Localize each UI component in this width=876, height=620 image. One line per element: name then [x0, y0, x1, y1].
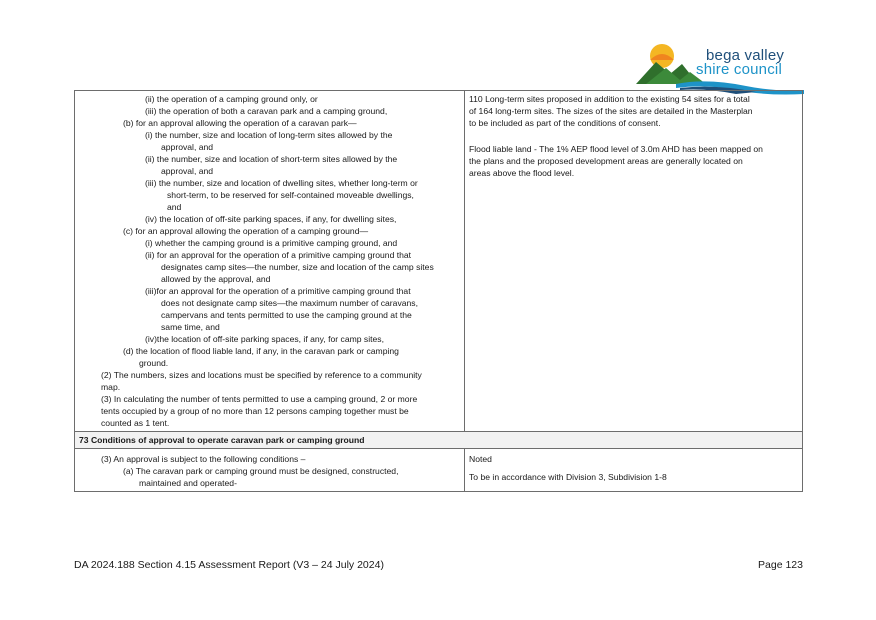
clause-line: approval, and	[161, 142, 214, 152]
clause-line: ground.	[139, 358, 169, 368]
clause-line: does not designate camp sites—the maximum number of caravans,	[161, 298, 418, 308]
clause-line: (3) In calculating the number of tents permitted to use a camping ground, 2 or more	[101, 394, 418, 404]
assessment-table	[74, 90, 803, 492]
clause-line: tents occupied by a group of no more than 12 persons camping together must be	[101, 406, 409, 416]
clause-line: designates camp sites—the number, size and location of the camp sites	[161, 262, 434, 272]
clause-line: approval, and	[161, 166, 214, 176]
clause-line: (ii) the operation of a camping ground only, or	[145, 94, 318, 104]
clause-cell	[75, 91, 465, 432]
clause-line: maintained and operated-	[139, 478, 237, 488]
logo-text-shire-council: shire council	[696, 61, 782, 78]
clause-line: (iv)the location of off-site parking spaces, if any, for camp sites,	[145, 334, 384, 344]
clause-line: (d) the location of flood liable land, if any, in the caravan park or camping	[123, 346, 399, 356]
clause-line: campervans and tents permitted to use the camping ground at the	[161, 310, 412, 320]
clause-line: (c) for an approval allowing the operation of a camping ground—	[123, 226, 369, 236]
footer-page-number: Page 123	[758, 559, 803, 571]
logo-text-bega-valley: bega valley	[706, 47, 785, 64]
assessment-line: To be in accordance with Division 3, Subdivision 1-8	[469, 472, 667, 482]
clause-line: map.	[101, 382, 121, 392]
assessment-line: Flood liable land - The 1% AEP flood level of 3.0m AHD has been mapped on	[469, 144, 763, 154]
clause-line: same time, and	[161, 322, 220, 332]
clause-line: (iv) the location of off-site parking spaces, if any, for dwelling sites,	[145, 214, 397, 224]
clause-line: (i) whether the camping ground is a primitive camping ground, and	[145, 238, 398, 248]
clause-line: (3) An approval is subject to the following conditions –	[101, 454, 306, 464]
footer-report-title: DA 2024.188 Section 4.15 Assessment Report (V3 – 24 July 2024)	[74, 559, 384, 571]
clause-line: (2) The numbers, sizes and locations must be specified by reference to a community	[101, 370, 422, 380]
clause-line: and	[167, 202, 182, 212]
assessment-line: the plans and the proposed development areas are generally located on	[469, 156, 743, 166]
assessment-cell	[465, 449, 803, 492]
clause-line: (ii) for an approval for the operation of a primitive camping ground that	[145, 250, 412, 260]
clause-line: (b) for an approval allowing the operation of a caravan park—	[123, 118, 357, 128]
assessment-line: areas above the flood level.	[469, 168, 575, 178]
section-heading: 73 Conditions of approval to operate caravan park or camping ground	[75, 432, 803, 449]
clause-line: short-term, to be reserved for self-contained moveable dwellings,	[167, 190, 414, 200]
clause-cell	[75, 449, 465, 492]
clause-line: allowed by the approval, and	[161, 274, 271, 284]
assessment-line: Noted	[469, 454, 492, 464]
table-row	[75, 91, 803, 432]
assessment-line: of 164 long-term sites. The sizes of the sites are detailed in the Masterplan	[469, 106, 753, 116]
clause-line: counted as 1 tent.	[101, 418, 170, 428]
assessment-line: 110 Long-term sites proposed in addition to the existing 54 sites for a total	[469, 94, 750, 104]
assessment-line: to be included as part of the conditions of consent.	[469, 118, 661, 128]
clause-line: (ii) the number, size and location of short-term sites allowed by the	[145, 154, 398, 164]
clause-line: (i) the number, size and location of long-term sites allowed by the	[145, 130, 393, 140]
clause-line: (a) The caravan park or camping ground must be designed, constructed,	[123, 466, 399, 476]
clause-line: (iii)for an approval for the operation of a primitive camping ground that	[145, 286, 411, 296]
section-heading-row	[75, 432, 803, 449]
clause-line: (iii) the number, size and location of dwelling sites, whether long-term or	[145, 178, 418, 188]
clause-line: (iii) the operation of both a caravan park and a camping ground,	[145, 106, 388, 116]
table-row	[75, 449, 803, 492]
assessment-cell	[465, 91, 803, 432]
